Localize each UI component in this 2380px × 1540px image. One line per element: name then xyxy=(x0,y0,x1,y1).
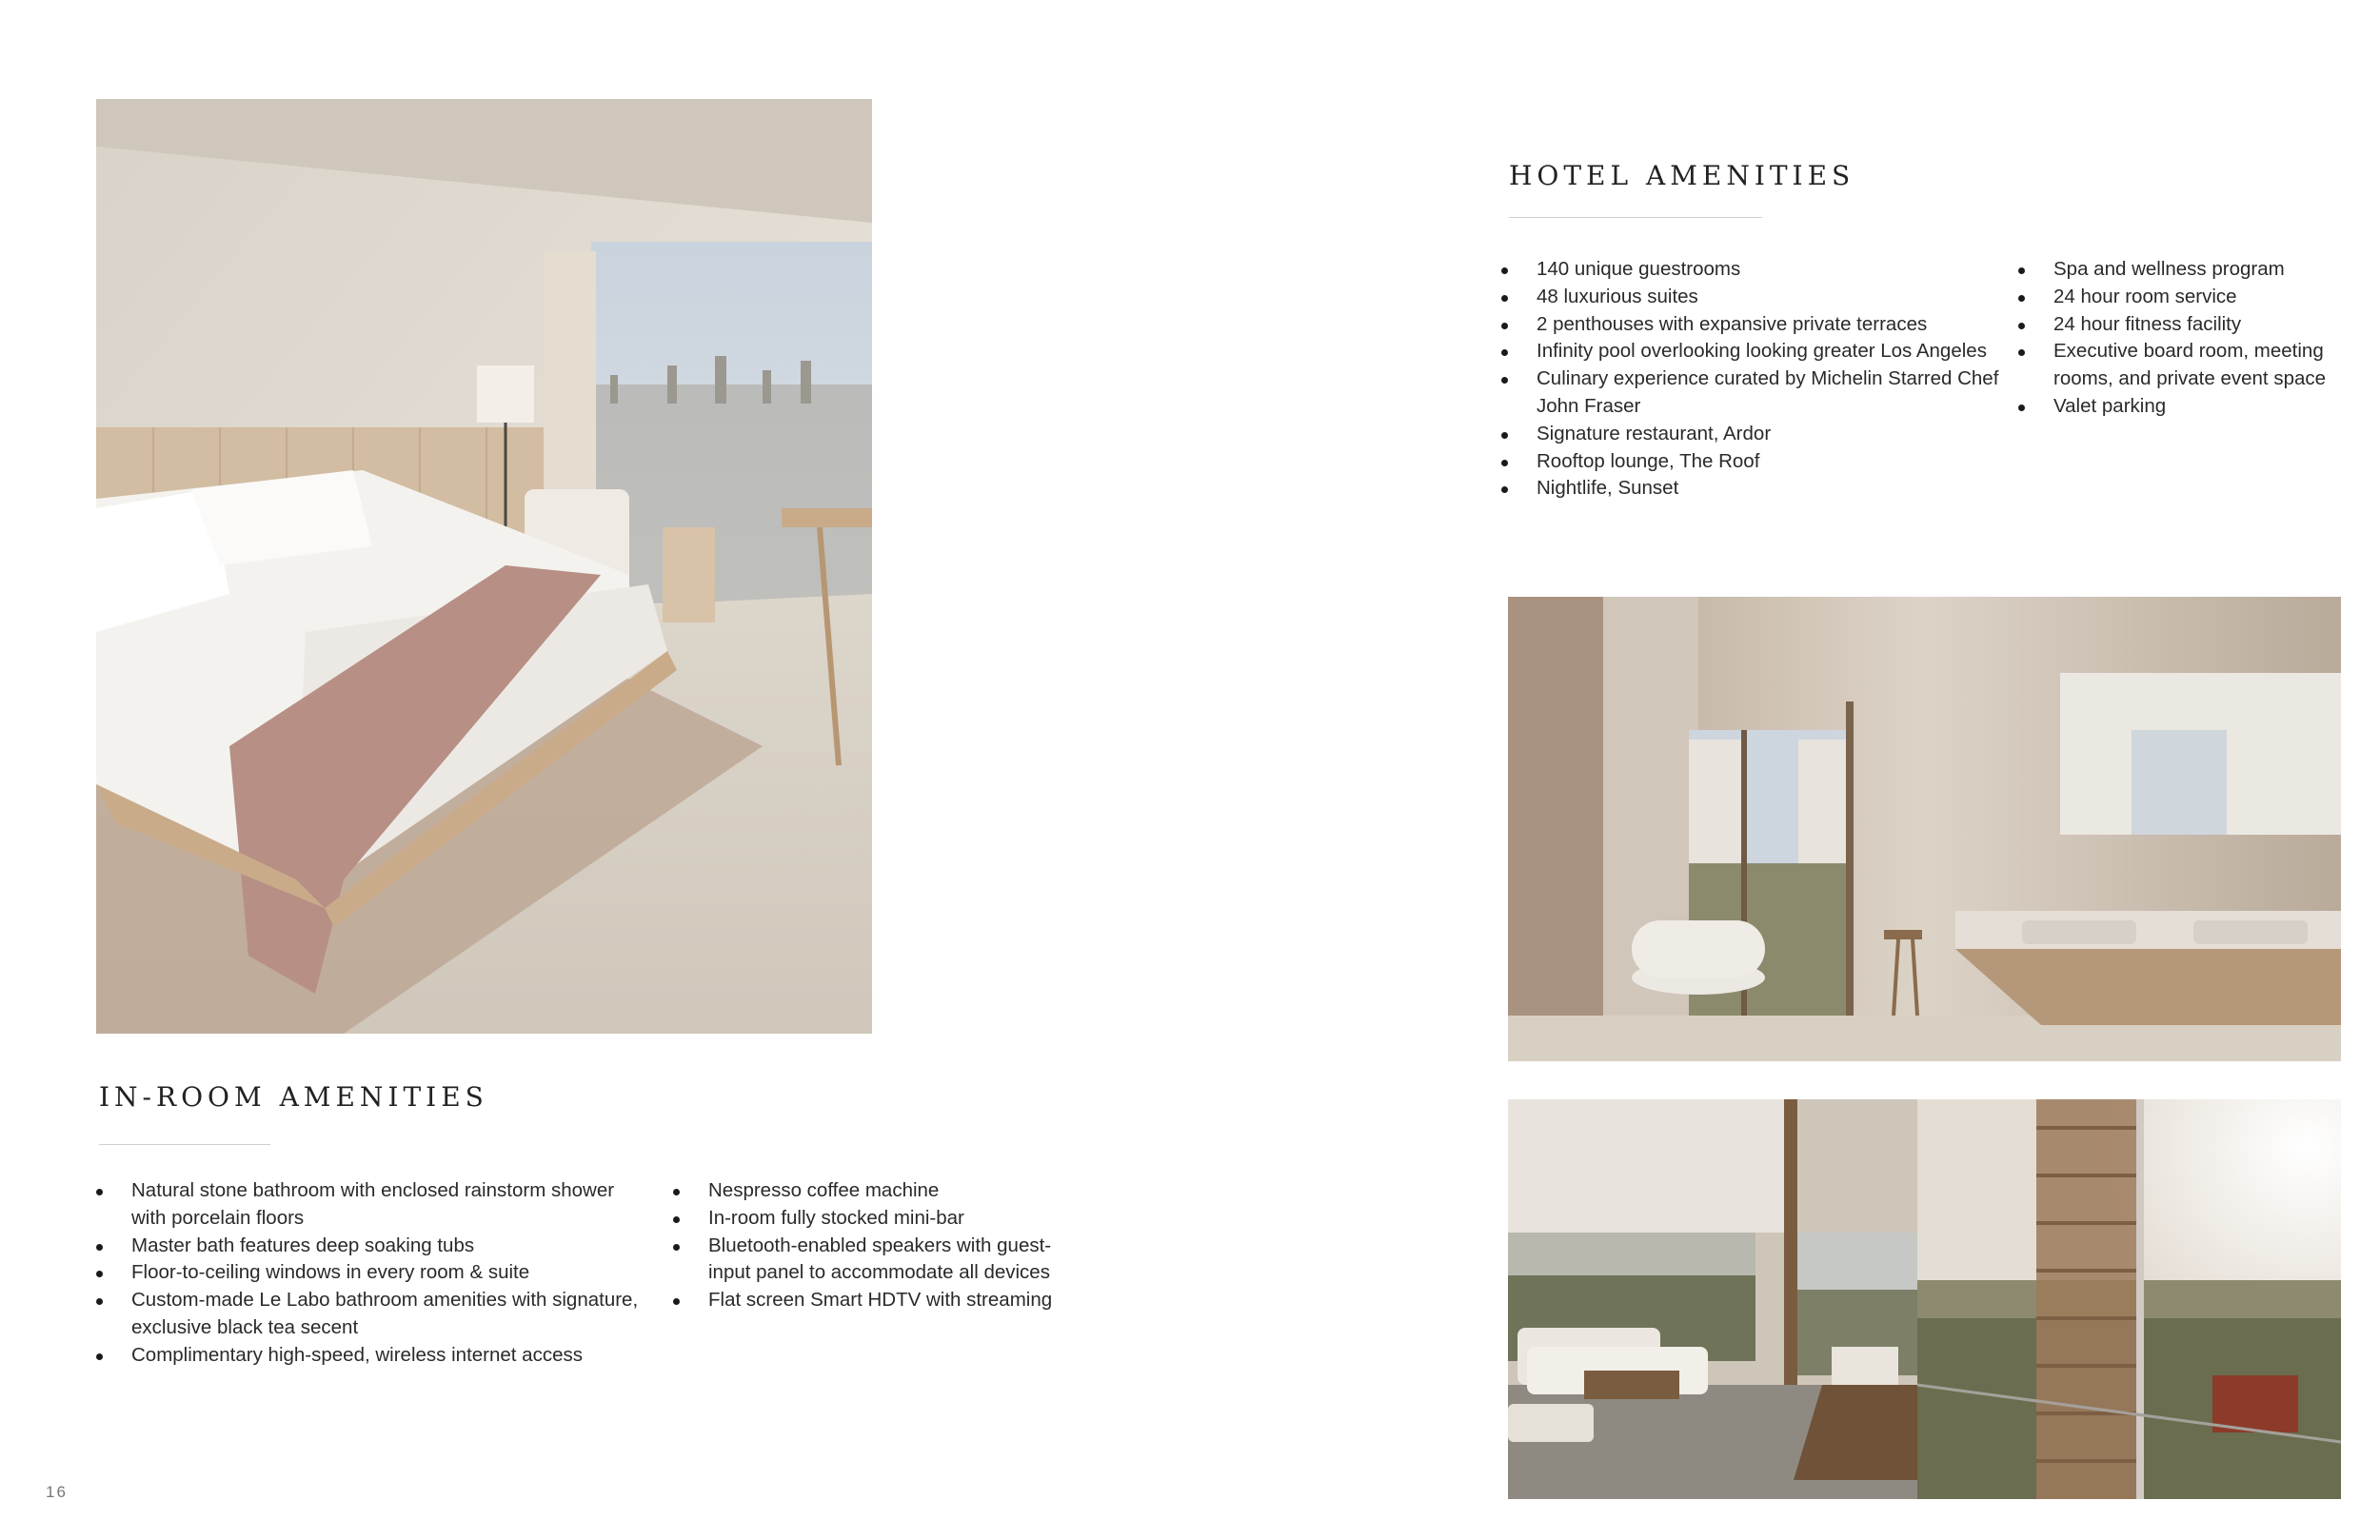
list-item: Custom-made Le Labo bathroom amenities with signature, exclusive black tea secent xyxy=(96,1287,639,1342)
in-room-amenities-title: IN-ROOM AMENITIES xyxy=(99,1081,488,1113)
list-item: Signature restaurant, Ardor xyxy=(1501,421,2006,448)
page-number: 16 xyxy=(46,1483,68,1501)
bathroom-photo xyxy=(1508,597,2341,1061)
list-item: Culinary experience curated by Michelin Starred Chef John Fraser xyxy=(1501,365,2006,421)
in-room-amenities-list-left xyxy=(96,1177,639,1370)
hotel-amenities-list-left xyxy=(1501,256,2006,503)
list-item: Rooftop lounge, The Roof xyxy=(1501,448,2006,476)
in-room-amenities-divider xyxy=(99,1144,270,1145)
list-item: Bluetooth-enabled speakers with guest-input panel to accommodate all devices xyxy=(673,1233,1054,1288)
list-item: Natural stone bathroom with enclosed rainstorm shower with porcelain floors xyxy=(96,1177,639,1233)
living-room-terrace-photo xyxy=(1508,1099,2341,1499)
hotel-amenities-title: HOTEL AMENITIES xyxy=(1509,160,1855,191)
list-item: In-room fully stocked mini-bar xyxy=(673,1205,1054,1233)
list-item: Executive board room, meeting rooms, and private event space xyxy=(2018,338,2342,393)
list-item: 48 luxurious suites xyxy=(1501,284,2006,311)
list-item: Nespresso coffee machine xyxy=(673,1177,1054,1205)
list-item: 24 hour room service xyxy=(2018,284,2342,311)
bedroom-photo xyxy=(96,99,872,1034)
list-item: 2 penthouses with expansive private terraces xyxy=(1501,311,2006,339)
list-item: Infinity pool overlooking looking greater Los Angeles xyxy=(1501,338,2006,365)
list-item: Spa and wellness program xyxy=(2018,256,2342,284)
list-item: Nightlife, Sunset xyxy=(1501,475,2006,503)
list-item: Master bath features deep soaking tubs xyxy=(96,1233,639,1260)
list-item: Complimentary high-speed, wireless internet access xyxy=(96,1342,639,1370)
hotel-amenities-divider xyxy=(1509,217,1762,218)
in-room-amenities-list-right xyxy=(673,1177,1054,1314)
list-item: Flat screen Smart HDTV with streaming xyxy=(673,1287,1054,1314)
hotel-amenities-list-right xyxy=(2018,256,2342,421)
list-item: 24 hour fitness facility xyxy=(2018,311,2342,339)
list-item: 140 unique guestrooms xyxy=(1501,256,2006,284)
list-item: Valet parking xyxy=(2018,393,2342,421)
list-item: Floor-to-ceiling windows in every room & suite xyxy=(96,1259,639,1287)
